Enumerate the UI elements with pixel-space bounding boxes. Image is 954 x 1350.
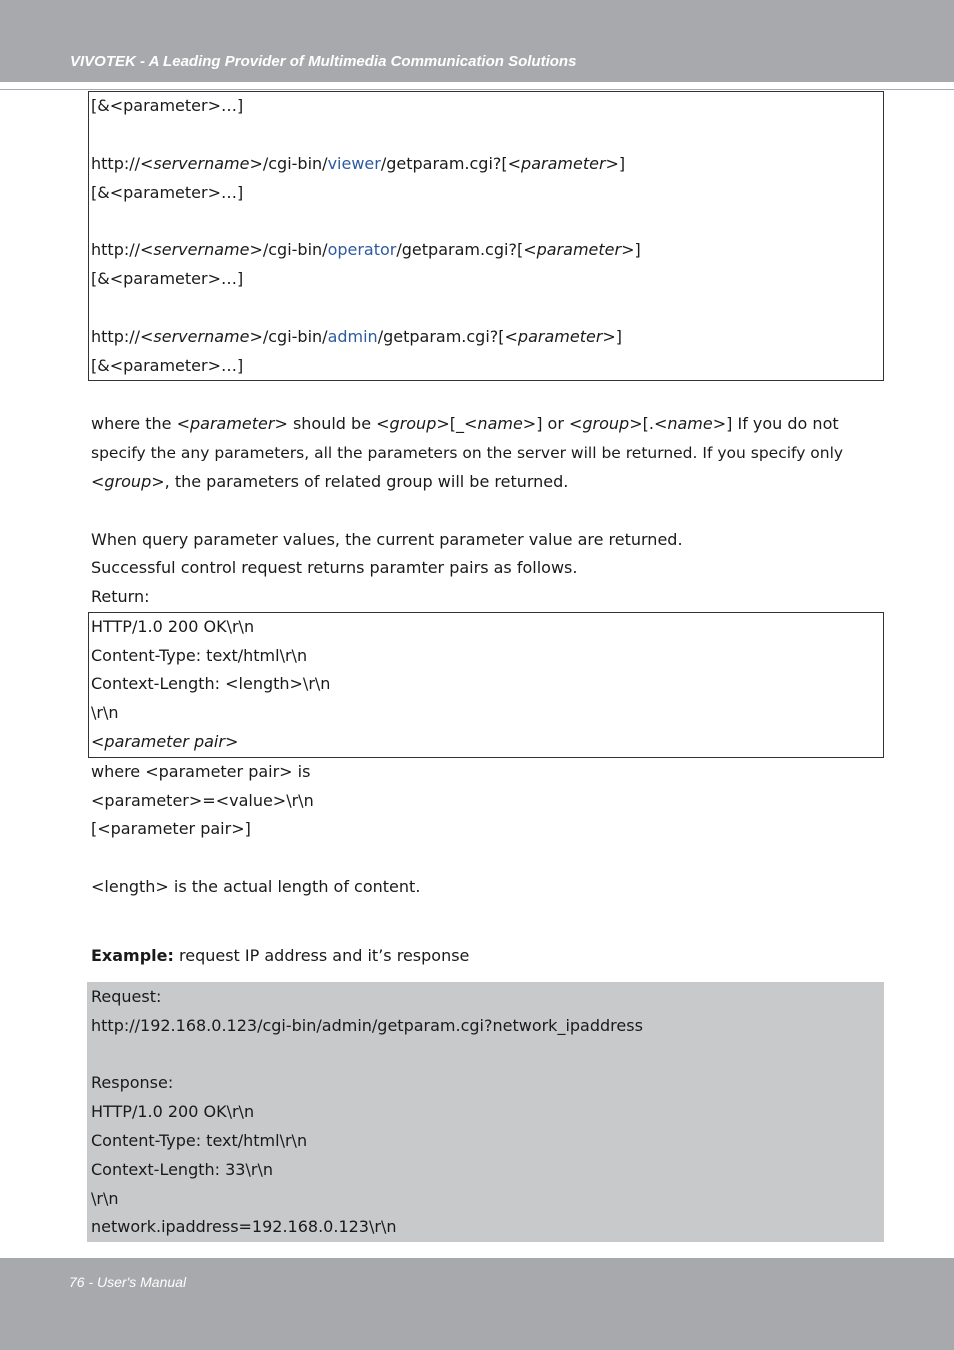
text-segment: , the parameters of related group will be returned.	[164, 472, 569, 491]
cgi-bin-path: >/cgi-bin/	[249, 240, 328, 259]
header-title: VIVOTEK - A Leading Provider of Multimedia Communication Solutions	[70, 53, 577, 70]
footer-page-label: 76 - User's Manual	[69, 1274, 187, 1290]
url-prefix: http://<	[91, 240, 154, 259]
getparam-path: /getparam.cgi?[<	[380, 154, 522, 173]
description-line-2: specify the any parameters, all the parameters on the server will be returned. If you specify only	[91, 444, 844, 462]
parameter-placeholder: parameter	[517, 327, 603, 346]
url-close: >]	[621, 240, 641, 259]
text-segment: <name>	[653, 414, 727, 433]
servername-placeholder: servername	[153, 154, 250, 173]
request-url: http://192.168.0.123/cgi-bin/admin/getparam.cgi?network_ipaddress	[91, 1016, 643, 1035]
text-segment: where the	[91, 414, 177, 433]
getparam-path: /getparam.cgi?[<	[396, 240, 537, 259]
text-segment: [.	[642, 414, 654, 433]
cgi-bin-path: >/cgi-bin/	[249, 327, 328, 346]
example-heading	[91, 946, 469, 966]
return-label: Return:	[91, 587, 150, 606]
parameter-placeholder: parameter	[521, 154, 606, 173]
url-close: >]	[605, 154, 626, 173]
text-segment: ] or	[536, 414, 569, 433]
return-line-4: \r\n	[91, 703, 119, 722]
viewer-continuation-line: [&<parameter>…]	[91, 183, 244, 202]
text-segment: [_	[449, 414, 465, 433]
description-line-4: When query parameter values, the current parameter value are returned.	[91, 530, 683, 549]
page-footer	[0, 1258, 954, 1350]
pair-desc-line-1: where <parameter pair> is	[91, 762, 311, 781]
response-line-1: HTTP/1.0 200 OK\r\n	[91, 1102, 255, 1121]
syntax-continuation-line: [&<parameter>…]	[91, 96, 244, 115]
example-text: request IP address and it’s response	[173, 946, 470, 965]
request-label: Request:	[91, 987, 162, 1006]
viewer-url-line	[91, 154, 625, 174]
return-line-5: <parameter pair>	[91, 732, 239, 751]
text-segment: should be	[287, 414, 377, 433]
header-divider	[0, 89, 954, 90]
cgi-bin-path: >/cgi-bin/	[249, 154, 328, 173]
text-segment: ] If you do not	[726, 414, 839, 433]
response-line-3: Context-Length: 33\r\n	[91, 1160, 273, 1179]
operator-link[interactable]: operator	[327, 240, 397, 259]
admin-continuation-line: [&<parameter>…]	[91, 356, 244, 375]
response-label: Response:	[91, 1073, 174, 1092]
return-line-3: Context-Length: <length>\r\n	[91, 674, 331, 693]
url-prefix: http://<	[91, 327, 154, 346]
parameter-placeholder: parameter	[536, 240, 622, 259]
admin-link[interactable]: admin	[327, 327, 378, 346]
text-segment: <parameter>	[176, 414, 288, 433]
text-segment: <group>	[568, 414, 643, 433]
operator-continuation-line: [&<parameter>…]	[91, 269, 244, 288]
servername-placeholder: servername	[153, 327, 250, 346]
pair-desc-line-3: [<parameter pair>]	[91, 819, 251, 838]
admin-url-line	[91, 327, 622, 347]
servername-placeholder: servername	[153, 240, 250, 259]
description-line-3	[91, 472, 568, 492]
response-line-4: \r\n	[91, 1189, 119, 1208]
length-desc-line: <length> is the actual length of content.	[91, 877, 421, 896]
text-segment: <group>	[376, 414, 450, 433]
operator-url-line	[91, 240, 641, 260]
pair-desc-line-2: <parameter>=<value>\r\n	[91, 791, 314, 810]
viewer-link[interactable]: viewer	[327, 154, 381, 173]
return-line-1: HTTP/1.0 200 OK\r\n	[91, 617, 255, 636]
url-prefix: http://<	[91, 154, 154, 173]
getparam-path: /getparam.cgi?[<	[377, 327, 518, 346]
response-line-2: Content-Type: text/html\r\n	[91, 1131, 308, 1150]
url-close: >]	[602, 327, 623, 346]
description-line-5: Successful control request returns paramter pairs as follows.	[91, 558, 578, 577]
return-line-2: Content-Type: text/html\r\n	[91, 646, 308, 665]
text-segment: <name>	[464, 414, 537, 433]
response-line-5: network.ipaddress=192.168.0.123\r\n	[91, 1217, 397, 1236]
description-line-1	[91, 414, 839, 434]
example-label: Example:	[91, 946, 174, 965]
text-segment: <group>	[91, 472, 165, 491]
